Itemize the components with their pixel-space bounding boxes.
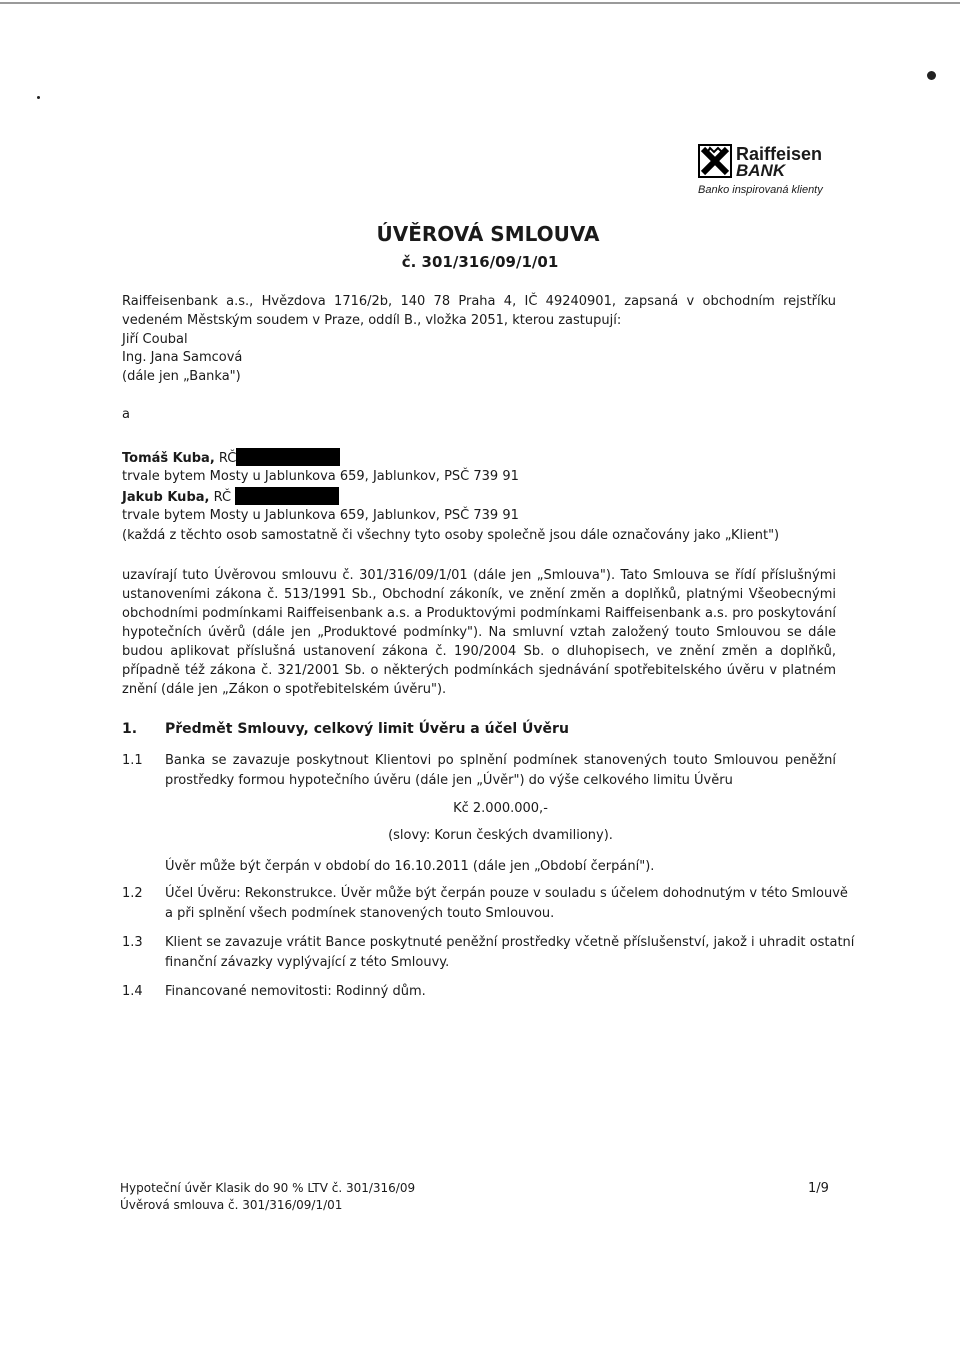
footer-product: Hypoteční úvěr Klasik do 90 % LTV č. 301/316/09 [120,1181,416,1195]
raiffeisen-logo-icon [698,144,732,178]
bank-representative: Ing. Jana Samcová [122,350,243,365]
logo-bank: BANK [736,161,786,180]
intro-line: případně též zákona č. 321/2001 Sb. o některých podmínkách sjednávání spotřebitelského úvěru v platném [122,663,836,678]
scan-speck [927,71,936,80]
credit-amount-words: (slovy: Korun českých dvamiliony). [388,828,613,843]
clause-text: Účel Úvěru: Rekonstrukce. Úvěr může být čerpán pouze v souladu s účelem dohodnutým v této Smlouvě [165,886,848,901]
client-1 [122,448,340,468]
bank-party-line: Raiffeisenbank a.s., Hvězdova 1716/2b, 140 78 Praha 4, IČ 49240901, zapsaná v obchodním rejstříku [122,294,836,309]
intro-line: ustanoveními zákona č. 513/1991 Sb., Obchodní zákoník, ve znění změn a doplňků, platnými Všeobecnými [122,587,836,602]
intro-line: hypotečních úvěrů (dále jen „Produktové podmínky"). Na smluvní vztah založený touto Smlouvou se dále [122,625,836,640]
section-number: 1. [122,721,138,737]
client-address: trvale bytem Mosty u Jablunkova 659, Jablunkov, PSČ 739 91 [122,469,519,484]
scan-edge-line [0,2,960,4]
redaction-bar [236,448,340,466]
client-rc-label: RČ [218,451,237,466]
bank-party-line: vedeném Městským soudem v Praze, oddíl B., vložka 2051, kterou zastupují: [122,313,622,328]
contract-number: č. 301/316/09/1/01 [401,253,559,271]
section-title: Předmět Smlouvy, celkový limit Úvěru a účel Úvěru [165,721,569,737]
conjunction: a [122,407,130,422]
clause-number: 1.2 [122,886,143,901]
drawdown-period: Úvěr může být čerpán v období do 16.10.2011 (dále jen „Období čerpání"). [165,859,655,874]
client-2 [122,487,339,507]
client-rc-label: RČ [213,490,232,505]
client-name: Tomáš Kuba, [122,451,215,466]
intro-line: znění (dále jen „Zákon o spotřebitelském úvěru"). [122,682,447,697]
intro-line: obchodními podmínkami Raiffeisenbank a.s. a Produktovými podmínkami Raiffeisenbank a.s. pro poskytování [122,606,836,621]
bank-alias: (dále jen „Banka") [122,369,241,384]
client-name: Jakub Kuba, [122,490,210,505]
clause-number: 1.1 [122,753,143,768]
clause-text: finanční závazky vyplývající z této Smlouvy. [165,955,450,970]
clause-number: 1.4 [122,984,143,999]
scan-speck [37,96,40,99]
logo-tagline: Banko inspirovaná klienty [698,184,823,196]
redaction-bar [235,487,339,505]
clause-text: a při splnění všech podmínek stanovených touto Smlouvou. [165,906,555,921]
client-address: trvale bytem Mosty u Jablunkova 659, Jablunkov, PSČ 739 91 [122,508,519,523]
credit-amount: Kč 2.000.000,- [453,801,548,816]
intro-line: uzavírají tuto Úvěrovou smlouvu č. 301/316/09/1/01 (dále jen „Smlouva"). Tato Smlouva se řídí příslušnými [122,568,836,583]
client-alias: (každá z těchto osob samostatně či všechny tyto osoby společně jsou dále označovány jako „Klient") [122,528,780,543]
clause-text: Klient se zavazuje vrátit Bance poskytnuté peněžní prostředky včetně příslušenství, jakož i uhradit ostatní [165,935,855,950]
clause-number: 1.3 [122,935,143,950]
footer-contract: Úvěrová smlouva č. 301/316/09/1/01 [120,1198,343,1212]
bank-representative: Jiří Coubal [122,332,188,347]
intro-line: budou aplikovat příslušná ustanovení zákona č. 190/2004 Sb. o dluhopisech, ve znění změn a doplňků, [122,644,836,659]
clause-text: prostředky formou hypotečního úvěru (dále jen „Úvěr") do výše celkového limitu Úvěru [165,773,733,788]
document-title: ÚVĚROVÁ SMLOUVA [376,222,600,246]
clause-text: Banka se zavazuje poskytnout Klientovi po splnění podmínek stanovených touto Smlouvou peněžní [165,753,836,768]
page-number: 1/9 [808,1181,829,1196]
logo-name: Raiffeisen [736,144,823,164]
raiffeisen-logo [698,142,838,202]
clause-text: Financované nemovitosti: Rodinný dům. [165,984,426,999]
